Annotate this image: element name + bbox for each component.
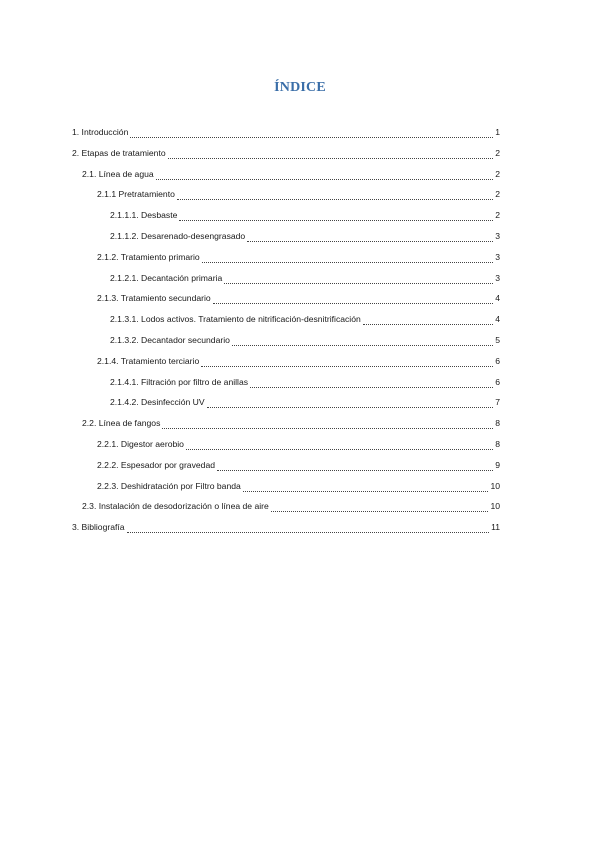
toc-entry-page: 3 bbox=[495, 231, 500, 241]
toc-entry[interactable] bbox=[97, 249, 500, 263]
toc-entry[interactable] bbox=[82, 498, 500, 512]
toc-leader-dots bbox=[213, 294, 494, 304]
toc-entry[interactable] bbox=[82, 415, 500, 429]
toc-entry-page: 2 bbox=[495, 168, 500, 179]
toc-leader-dots bbox=[363, 315, 493, 325]
toc-entry-label: 2.1.3. Tratamiento secundario bbox=[97, 293, 211, 304]
toc-leader-dots bbox=[217, 461, 493, 471]
toc-entry[interactable] bbox=[97, 353, 500, 367]
toc-entry[interactable] bbox=[110, 332, 500, 346]
toc-entry-label: 2.1.2. Tratamiento primario bbox=[97, 251, 200, 262]
toc-entry[interactable] bbox=[110, 311, 500, 325]
toc-entry[interactable] bbox=[82, 166, 500, 180]
toc-entry-page: 8 bbox=[495, 439, 500, 449]
toc-leader-dots bbox=[207, 398, 494, 408]
toc-entry-page: 10 bbox=[490, 501, 500, 512]
toc-entry-page: 5 bbox=[495, 335, 500, 345]
toc-entry-label: 2.1.3.1. Lodos activos. Tratamiento de nitrificación-desnitrificación bbox=[110, 314, 361, 325]
toc-entry-page: 8 bbox=[495, 418, 500, 429]
toc-entry-page: 7 bbox=[495, 397, 500, 408]
toc-entry[interactable] bbox=[110, 394, 500, 408]
toc-entry[interactable] bbox=[110, 270, 500, 284]
toc-leader-dots bbox=[186, 440, 493, 450]
toc-leader-dots bbox=[202, 253, 494, 263]
toc-entry[interactable] bbox=[110, 207, 500, 221]
toc-leader-dots bbox=[179, 211, 493, 221]
toc-entry[interactable] bbox=[97, 457, 500, 471]
toc-entry-label: 2.1.4.2. Desinfección UV bbox=[110, 397, 205, 408]
toc-leader-dots bbox=[162, 419, 493, 429]
toc-entry-page: 11 bbox=[491, 522, 500, 533]
toc-entry-label: 2.1.4. Tratamiento terciario bbox=[97, 355, 200, 366]
toc-entry-label: 2.2. Línea de fangos bbox=[82, 418, 161, 429]
toc-entry-page: 3 bbox=[495, 272, 500, 283]
toc-entry-page: 2 bbox=[495, 147, 500, 158]
toc-entry[interactable] bbox=[110, 228, 500, 242]
toc-entry[interactable] bbox=[97, 290, 500, 304]
toc-leader-dots bbox=[243, 482, 489, 492]
toc-entry-page: 6 bbox=[495, 355, 500, 366]
toc-entry[interactable] bbox=[97, 436, 500, 450]
toc-leader-dots bbox=[247, 232, 493, 242]
toc-leader-dots bbox=[271, 502, 489, 512]
toc-entry-page: 1 bbox=[495, 127, 500, 137]
toc-entry-label: 2.1.1.1. Desbaste bbox=[110, 210, 178, 221]
toc-entry-label: 2.2.3. Deshidratación por Filtro banda bbox=[97, 480, 241, 491]
toc-leader-dots bbox=[224, 274, 493, 284]
toc-leader-dots bbox=[127, 523, 490, 533]
toc-entry-page: 2 bbox=[495, 189, 500, 200]
toc-leader-dots bbox=[168, 149, 494, 159]
toc-entry-page: 3 bbox=[495, 251, 500, 262]
toc-leader-dots bbox=[250, 378, 493, 388]
toc-entry[interactable] bbox=[110, 374, 500, 388]
toc-leader-dots bbox=[177, 190, 493, 200]
toc-entry-label: 2.3. Instalación de desodorización o línea de aire bbox=[82, 501, 269, 512]
toc-entry-label: 2.1.3.2. Decantador secundario bbox=[110, 335, 230, 345]
toc-leader-dots bbox=[201, 357, 493, 367]
toc-entry[interactable] bbox=[97, 478, 500, 492]
toc-entry-label: 3. Bibliografía bbox=[72, 522, 125, 533]
toc-leader-dots bbox=[232, 336, 493, 346]
toc-entry-label: 2.2.1. Digestor aerobio bbox=[97, 439, 184, 449]
toc-leader-dots bbox=[130, 128, 493, 138]
toc-entry[interactable] bbox=[72, 519, 500, 533]
toc-entry-page: 9 bbox=[495, 459, 500, 470]
toc-leader-dots bbox=[156, 170, 494, 180]
toc-entry-label: 2.2.2. Espesador por gravedad bbox=[97, 459, 216, 470]
toc-entry[interactable] bbox=[72, 124, 500, 138]
toc-entry-page: 4 bbox=[495, 293, 500, 304]
toc-entry-label: 1. Introducción bbox=[72, 127, 129, 137]
toc-entry-page: 2 bbox=[495, 210, 500, 221]
toc-title: ÍNDICE bbox=[274, 80, 326, 95]
toc-entry-page: 10 bbox=[490, 480, 500, 491]
toc-entry-label: 2.1.1.2. Desarenado-desengrasado bbox=[110, 231, 246, 241]
toc-entry-label: 2.1.2.1. Decantación primaria bbox=[110, 272, 223, 283]
toc-entry-label: 2.1. Línea de agua bbox=[82, 168, 154, 179]
toc-entry-label: 2.1.4.1. Filtración por filtro de anillas bbox=[110, 376, 249, 387]
toc-entry-label: 2.1.1 Pretratamiento bbox=[97, 189, 175, 200]
toc-entry-label: 2. Etapas de tratamiento bbox=[72, 147, 166, 158]
toc-entry-page: 6 bbox=[495, 376, 500, 387]
toc-entry-page: 4 bbox=[495, 314, 500, 325]
toc-entry[interactable] bbox=[72, 145, 500, 159]
toc-entry[interactable] bbox=[97, 186, 500, 200]
